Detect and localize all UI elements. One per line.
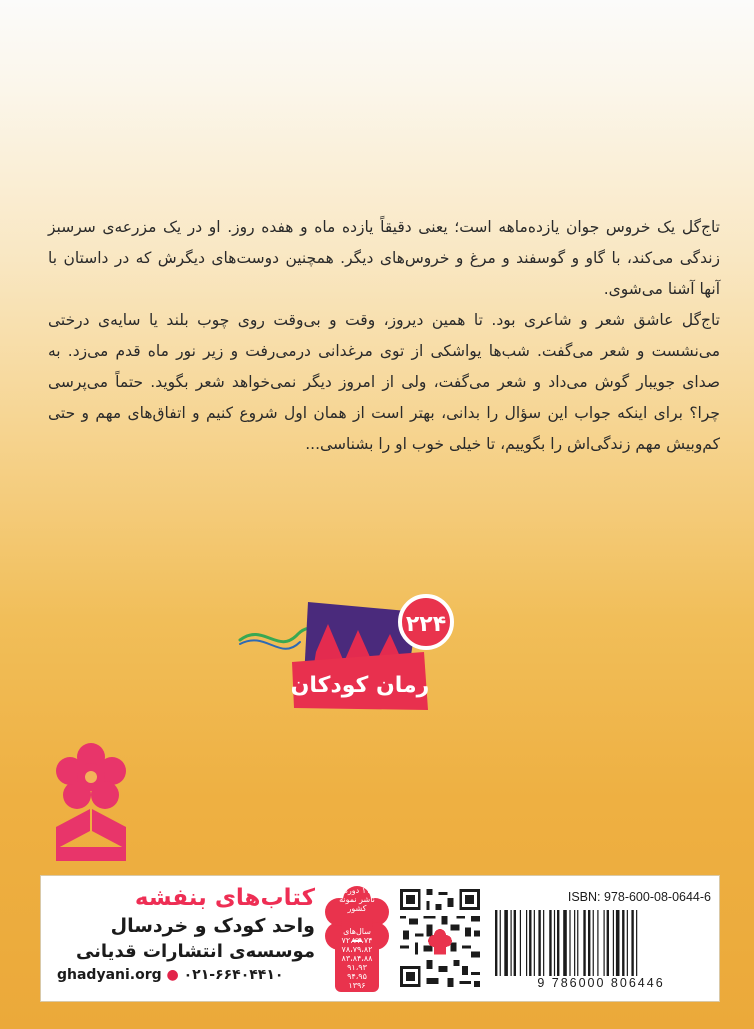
series-logo-graphic <box>234 582 464 712</box>
badge-line: کشور <box>347 904 367 913</box>
series-name: رمان کودکان <box>290 673 430 698</box>
badge-line: ۹۱،۹۳ <box>347 963 367 972</box>
publisher-brand: کتاب‌های بنفشه <box>134 885 315 911</box>
publisher-block <box>57 882 315 994</box>
barcode-icon <box>491 910 711 976</box>
badge-line: سال‌های <box>343 927 371 936</box>
award-badge <box>323 882 391 996</box>
badge-line: ناشر نمونه <box>339 895 375 904</box>
publisher-website: ghadyani.org <box>57 967 162 983</box>
publisher-contact <box>57 964 315 986</box>
badge-line: ۹۴،۹۵ <box>347 972 367 981</box>
publisher-organization: موسسه‌ی انتشارات قدیانی <box>75 941 315 962</box>
badge-line: ۸۳،۸۴،۸۸ <box>341 954 373 963</box>
series-logo <box>234 582 464 712</box>
award-badge-text <box>323 882 391 996</box>
separator-dot-icon: ● <box>166 967 179 983</box>
badge-line: ۷۸،۷۹،۸۲ <box>341 945 373 954</box>
qr-code-icon <box>397 886 483 990</box>
series-number: ۲۲۴ <box>405 612 447 637</box>
badge-line: ۱۳۹۶ <box>348 981 366 990</box>
back-cover-blurb <box>48 212 720 460</box>
isbn-barcode <box>491 910 711 976</box>
isbn-barcode-digits: 9 786000 806446 <box>537 976 665 990</box>
isbn-label: ISBN: 978-600-08-0644-6 <box>567 890 711 904</box>
qr-code <box>397 886 483 990</box>
flower-icon <box>50 735 132 865</box>
back-cover-info-box <box>40 875 720 1002</box>
blurb-paragraph-1: تاج‌گل یک خروس جوان یازده‌ماهه است؛ یعنی دقیقاً یازده ماه و هفده روز. او در یک مزرعه‌ی سرسبز زندگی می‌کند، با گاو و گوسفند و مرغ و خروس‌های دیگر. همچنین دوست‌های دیگرش که در داستان با آنها آشنا می‌شوی. <box>48 218 720 298</box>
badge-line: ۱۱ دوره <box>343 886 371 895</box>
publisher-phone: ۰۲۱-۶۶۴۰۴۴۱۰ <box>183 967 284 983</box>
publisher-flower-logo <box>50 735 132 865</box>
blurb-paragraph-2: تاج‌گل عاشق شعر و شاعری بود. تا همین دیروز، وقت و بی‌وقت روی چوب بلند یا سایه‌ی درختی می‌نشست و شعر می‌گفت. شب‌ها یواشکی از توی مرغدانی درمی‌رفت و زیر نور ماه قدم می‌زد. به صدای جویبار گوش می‌داد و شعر می‌گفت، ولی از امروز دیگر نمی‌خواهد شعر بگوید. حتماً می‌پرسی چرا؟ برای اینکه جواب این سؤال را بدانی، بهتر است از همان اول شروع کنیم و اتفاق‌های مهم و حتی کم‌وبیش مهم زندگی‌اش را بگوییم، تا خیلی خوب او را بشناسی... <box>48 311 720 453</box>
badge-line: ۷۲،۷۳،۷۴ <box>341 936 373 945</box>
publisher-unit: واحد کودک و خردسال <box>110 915 315 937</box>
